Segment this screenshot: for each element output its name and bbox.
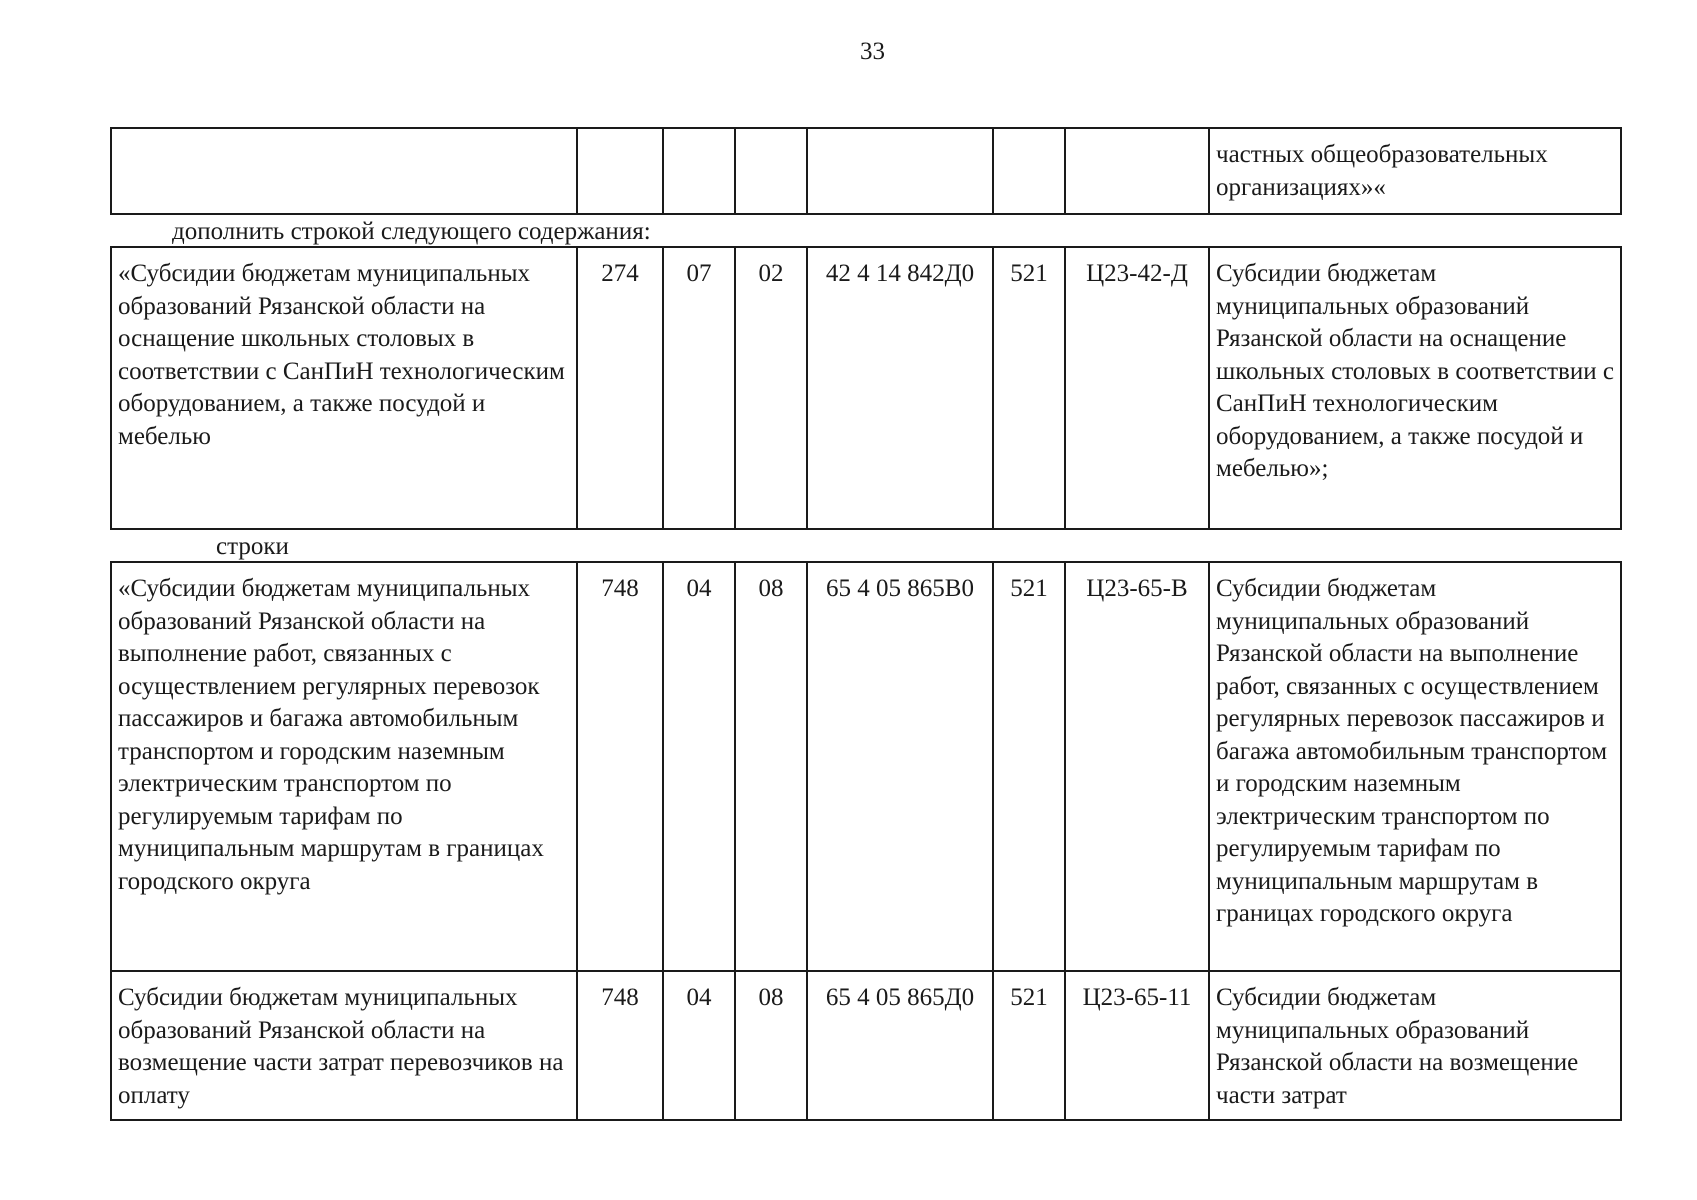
code-cell: 274 xyxy=(577,247,663,529)
budget-table-fragment-3 xyxy=(110,561,1622,1121)
table-row xyxy=(111,247,1621,529)
section-cell: 04 xyxy=(663,562,735,971)
section-cell: 04 xyxy=(663,971,735,1120)
name-cell: «Субсидии бюджетам муниципальных образований Рязанской области на выполнение работ, связанных с осуществлением регулярных перевозок пассажиров и багажа автомобильным транспортом и городским наземным электрическим транспортом по регулируемым тарифам по муниципальным маршрутам в границах городского округа xyxy=(111,562,577,971)
expense-type-cell xyxy=(993,128,1065,214)
subsection-cell: 08 xyxy=(735,562,807,971)
code-cell xyxy=(577,128,663,214)
name-cell xyxy=(111,128,577,214)
budget-table-fragment-2 xyxy=(110,246,1622,530)
code-cell: 748 xyxy=(577,971,663,1120)
instruction-add-row: дополнить строкой следующего содержания: xyxy=(172,218,651,245)
subsection-cell xyxy=(735,128,807,214)
purpose-code-cell: Ц23-42-Д xyxy=(1065,247,1209,529)
expense-type-cell: 521 xyxy=(993,971,1065,1120)
expense-type-cell: 521 xyxy=(993,247,1065,529)
subsection-cell: 08 xyxy=(735,971,807,1120)
table-row xyxy=(111,562,1621,971)
instruction-rows: строки xyxy=(216,533,289,560)
section-cell: 07 xyxy=(663,247,735,529)
expense-type-cell: 521 xyxy=(993,562,1065,971)
purpose-code-cell xyxy=(1065,128,1209,214)
target-article-cell: 42 4 14 842Д0 xyxy=(807,247,993,529)
budget-table-fragment-1 xyxy=(110,127,1622,215)
purpose-name-cell: Субсидии бюджетам муниципальных образований Рязанской области на выполнение работ, связанных с осуществлением регулярных перевозок пассажиров и багажа автомобильным транспортом и городским наземным электрическим транспортом по регулируемым тарифам по муниципальным маршрутам в границах городского округа xyxy=(1209,562,1621,971)
purpose-name-cell: Субсидии бюджетам муниципальных образований Рязанской области на возмещение части затрат xyxy=(1209,971,1621,1120)
name-cell: «Субсидии бюджетам муниципальных образований Рязанской области на оснащение школьных столовых в соответствии с СанПиН технологическим оборудованием, а также посудой и мебелью xyxy=(111,247,577,529)
purpose-name-cell: Субсидии бюджетам муниципальных образований Рязанской области на оснащение школьных столовых в соответствии с СанПиН технологическим оборудованием, а также посудой и мебелью»; xyxy=(1209,247,1621,529)
target-article-cell xyxy=(807,128,993,214)
code-cell: 748 xyxy=(577,562,663,971)
table-row xyxy=(111,128,1621,214)
section-cell xyxy=(663,128,735,214)
name-cell: Субсидии бюджетам муниципальных образований Рязанской области на возмещение части затрат перевозчиков на оплату xyxy=(111,971,577,1120)
purpose-name-cell: частных общеобразовательных организациях»« xyxy=(1209,128,1621,214)
purpose-code-cell: Ц23-65-В xyxy=(1065,562,1209,971)
page-number: 33 xyxy=(860,38,885,65)
purpose-code-cell: Ц23-65-11 xyxy=(1065,971,1209,1120)
target-article-cell: 65 4 05 865Д0 xyxy=(807,971,993,1120)
table-row xyxy=(111,971,1621,1120)
subsection-cell: 02 xyxy=(735,247,807,529)
target-article-cell: 65 4 05 865В0 xyxy=(807,562,993,971)
